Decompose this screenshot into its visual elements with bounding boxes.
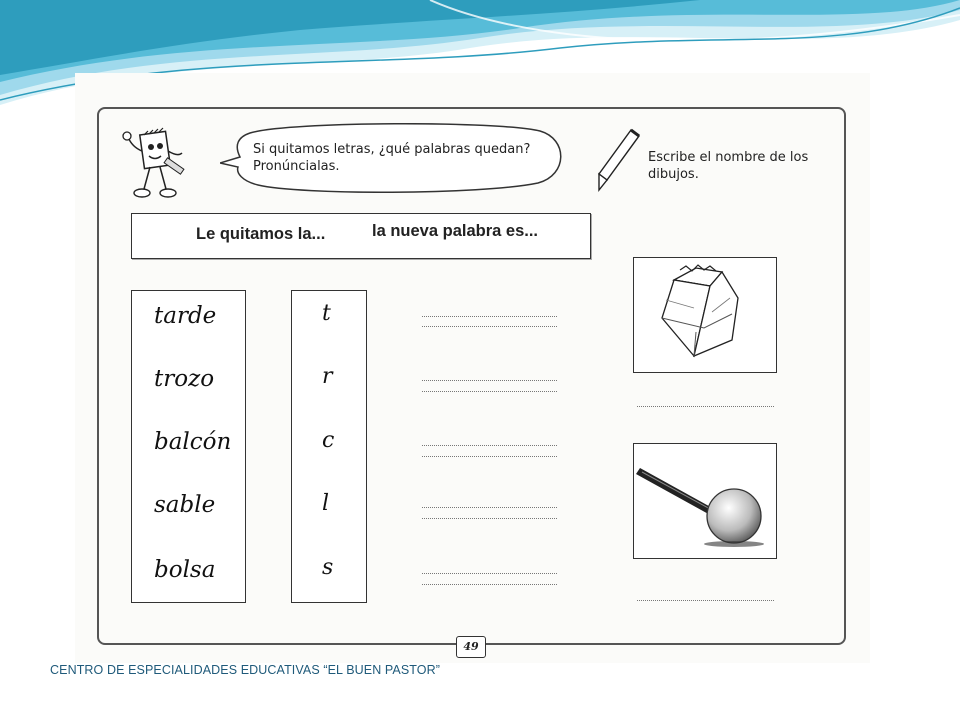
answer-line[interactable] [422, 573, 557, 574]
letter-item: c [322, 428, 335, 453]
answer-line[interactable] [422, 507, 557, 508]
ball-and-stick-icon [634, 444, 776, 558]
header-right-label: la nueva palabra es... [372, 222, 538, 240]
notebook-mascot-icon [120, 127, 190, 207]
page-number: 49 [456, 636, 486, 658]
header-box [131, 213, 591, 259]
bubble-text: Si quitamos letras, ¿qué palabras quedan? Pronúncialas. [253, 142, 531, 174]
instruction-text: Escribe el nombre de los dibujos. [648, 150, 809, 182]
answer-line[interactable] [637, 600, 774, 601]
answer-line[interactable] [637, 406, 774, 407]
answer-line[interactable] [422, 316, 557, 317]
word-item: sable [154, 492, 216, 518]
answer-line[interactable] [422, 456, 557, 457]
worksheet-scan [75, 73, 870, 663]
word-item: balcón [154, 429, 232, 455]
word-item: bolsa [154, 557, 216, 583]
answer-line[interactable] [422, 518, 557, 519]
header-left-label: Le quitamos la... [196, 225, 326, 243]
answer-line[interactable] [422, 391, 557, 392]
picture-box [633, 257, 777, 373]
letter-item: t [322, 301, 331, 326]
answer-line[interactable] [422, 326, 557, 327]
words-box [131, 290, 246, 603]
answer-line[interactable] [422, 584, 557, 585]
letter-item: r [322, 364, 333, 389]
paper-bag-icon [634, 258, 776, 372]
answer-line[interactable] [422, 380, 557, 381]
letter-item: l [322, 491, 330, 516]
word-item: tarde [154, 303, 217, 329]
pencil-icon [595, 128, 645, 193]
word-item: trozo [154, 366, 215, 392]
picture-box [633, 443, 777, 559]
letter-item: s [322, 555, 334, 580]
footer-text: CENTRO DE ESPECIALIDADES EDUCATIVAS “EL BUEN PASTOR” [50, 663, 441, 677]
letters-box [291, 290, 367, 603]
answer-line[interactable] [422, 445, 557, 446]
